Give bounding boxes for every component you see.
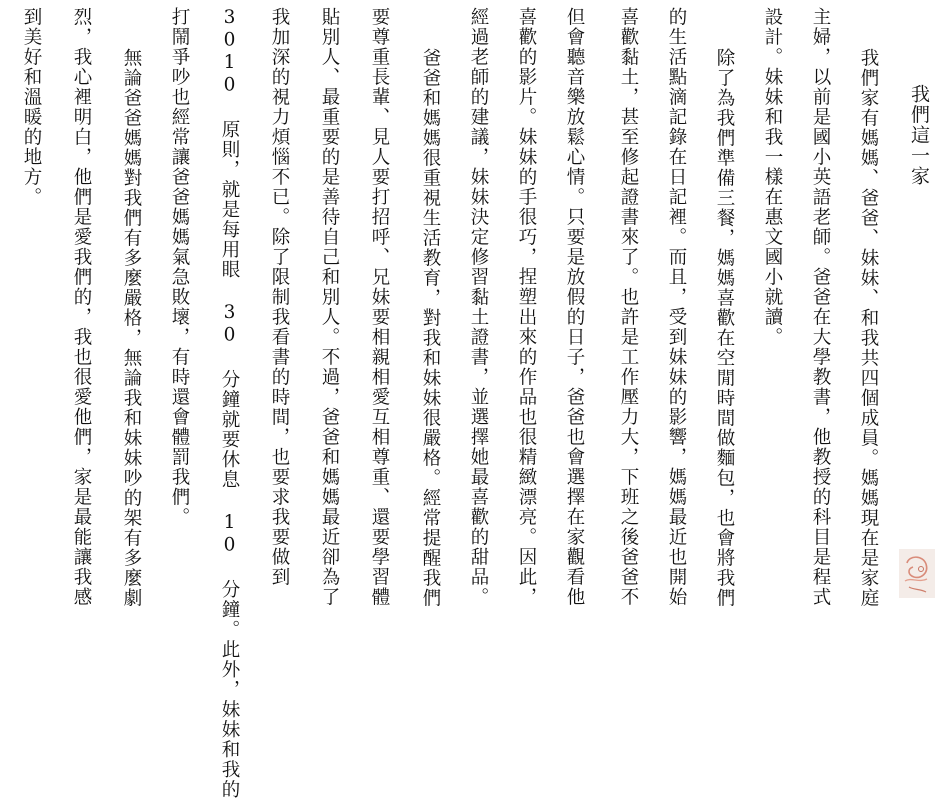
text-column-10: 爸爸和媽媽很重視生活教育，對我和妹妹很嚴格。經常提醒我們: [420, 48, 441, 608]
text-column-17: 烈，我心裡明白，他們是愛我們的，我也很愛他們，家是最能讓我感: [71, 7, 92, 607]
text-column-12: 貼別人、最重要的是善待自己和別人。不過，爸爸和媽媽最近卻為了: [319, 7, 340, 607]
text-column-15: 打鬧爭吵也經常讓爸爸媽媽氣急敗壞，有時還會體罰我們。: [169, 7, 190, 527]
document-title: 我們這一家: [908, 84, 930, 187]
text-column-11: 要尊重長輩、見人要打招呼、兄妹要相親相愛互相尊重、還要學習體: [369, 7, 390, 607]
text-column-6: 喜歡黏土，甚至修起證書來了。也許是工作壓力大，下班之後爸爸不: [618, 7, 639, 607]
text-column-7: 但會聽音樂放鬆心情。只要是放假的日子，爸爸也會選擇在家觀看他: [564, 7, 585, 607]
text-column-2: 主婦，以前是國小英語老師。爸爸在大學教書，他教授的科目是程式: [810, 7, 831, 607]
text-column-1: 我們家有媽媽、爸爸、妹妹、和我共四個成員。媽媽現在是家庭: [858, 48, 879, 608]
text-column-3: 設計。妹妹和我一樣在惠文國小就讀。: [762, 7, 783, 347]
text-column-18: 到美好和溫暖的地方。: [21, 7, 42, 207]
text-column-5: 的生活點滴記錄在日記裡。而且，受到妹妹的影響，媽媽最近也開始: [666, 7, 687, 607]
text-column-16: 無論爸爸媽媽對我們有多麼嚴格，無論我和妹妹吵的架有多麼劇: [121, 48, 142, 608]
text-column-14: 3010 原則，就是每用眼 30 分鐘就要休息 10 分鐘。此外，妹妹和我的: [219, 7, 240, 800]
text-column-4: 除了為我們準備三餐，媽媽喜歡在空閒時間做麵包，也會將我們: [714, 48, 735, 608]
watermark-stamp-icon: [899, 549, 935, 598]
text-column-8: 喜歡的影片。妹妹的手很巧，捏塑出來的作品也很精緻漂亮。因此，: [516, 7, 537, 607]
text-column-9: 經過老師的建議，妹妹決定修習黏土證書，並選擇她最喜歡的甜品。: [468, 7, 489, 607]
text-column-13: 我加深的視力煩惱不已。除了限制我看書的時間，也要求我要做到: [269, 7, 290, 587]
